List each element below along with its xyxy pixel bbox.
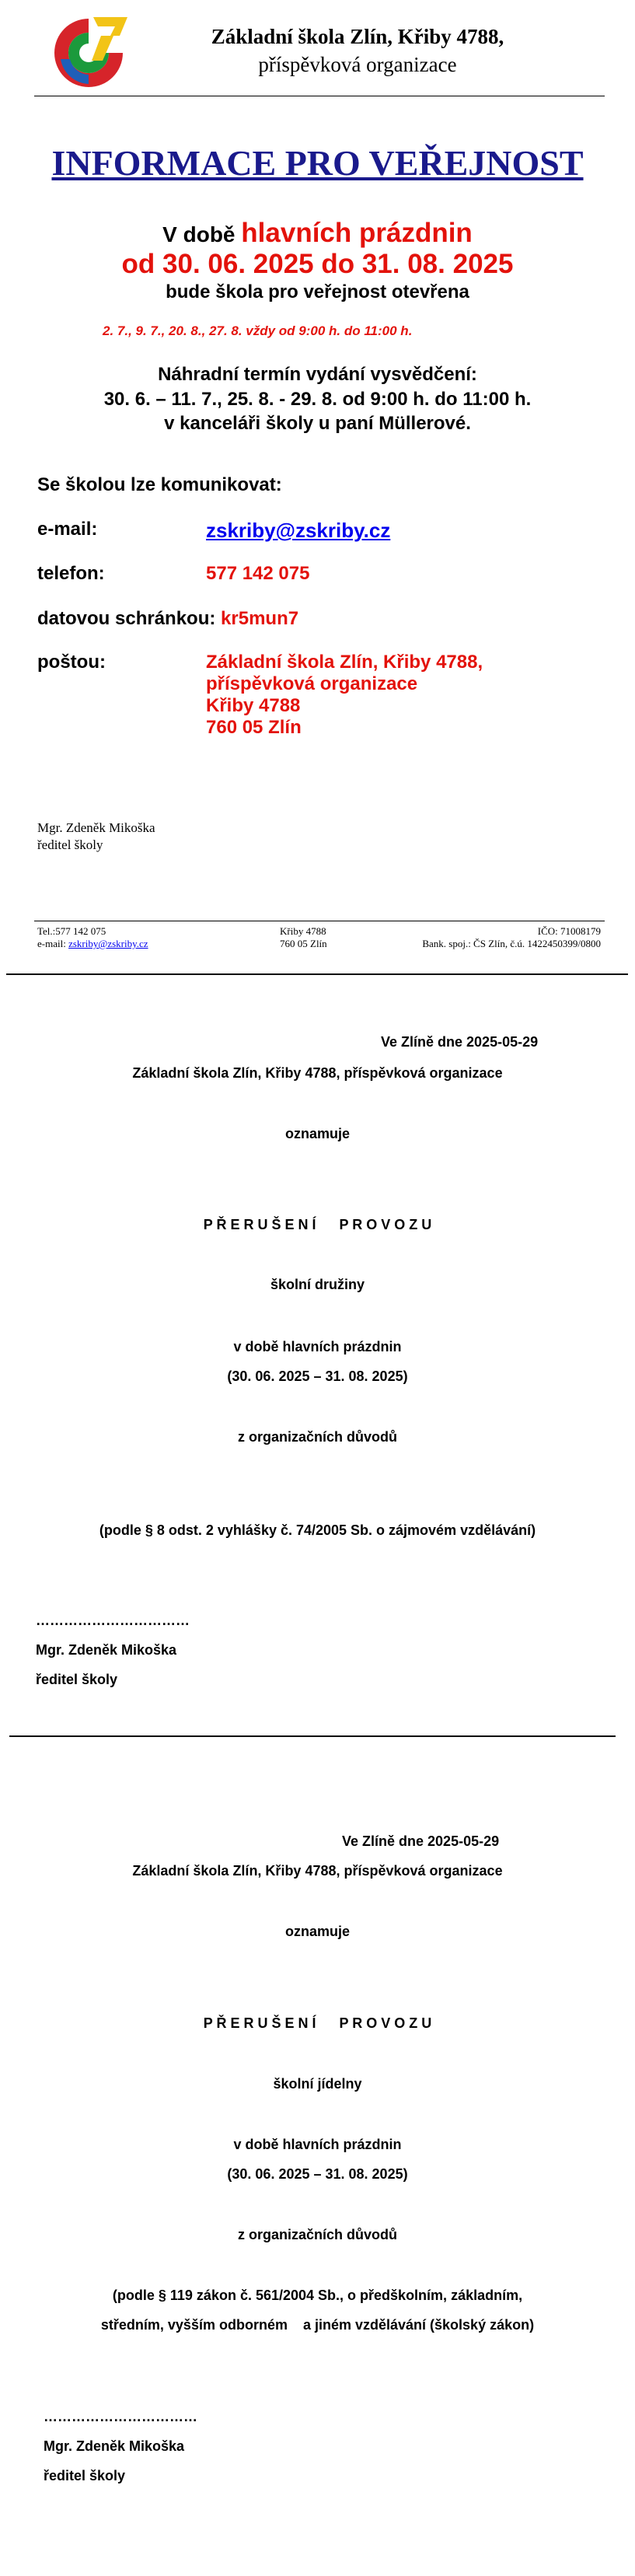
notice2-announces: oznamuje xyxy=(284,1924,350,1939)
notice2-reason: z organizačních důvodů xyxy=(237,2227,397,2242)
notice2-subject: školní jídelny xyxy=(273,2076,362,2092)
email-label: e-mail: xyxy=(37,519,98,540)
footer-email-link[interactable]: zskriby@zskriby.cz xyxy=(68,938,148,949)
page-title: INFORMACE PRO VEŘEJNOST xyxy=(51,143,584,183)
summer-dates: od 30. 06. 2025 do 31. 08. 2025 xyxy=(121,249,514,279)
notice1-subject: školní družiny xyxy=(270,1277,365,1292)
school-logo xyxy=(47,12,131,90)
notice1-legal: (podle § 8 odst. 2 vyhlášky č. 74/2005 Sb. o zájmovém vzdělávání) xyxy=(99,1522,536,1538)
notice2-signer-name: Mgr. Zdeněk Mikoška xyxy=(44,2438,185,2454)
phone-value: 577 142 075 xyxy=(206,563,310,584)
post-address: Základní škola Zlín, Křiby 4788, příspěvková organizace Křiby 4788 760 05 Zlín xyxy=(206,652,483,738)
notice2-org: Základní škola Zlín, Křiby 4788, příspěvková organizace xyxy=(132,1863,503,1879)
notice1-signer-role: ředitel školy xyxy=(36,1672,118,1687)
email-link[interactable]: zskriby@zskriby.cz xyxy=(206,519,391,542)
notice1-interruption: P Ř E R U Š E N Í P R O V O Z U xyxy=(203,1217,432,1232)
notice1-dates: (30. 06. 2025 – 31. 08. 2025) xyxy=(227,1368,408,1384)
footer-company: IČO: 71008179 Bank. spoj.: ČS Zlín, č.ú. 1422450399/0800 xyxy=(422,925,601,949)
report-card-place: v kanceláři školy u paní Müllerové. xyxy=(164,413,471,434)
post-label: poštou: xyxy=(37,652,106,673)
notice1-period: v době hlavních prázdnin xyxy=(233,1339,402,1354)
info-signature xyxy=(37,820,155,854)
notice1-org: Základní škola Zlín, Křiby 4788, příspěvková organizace xyxy=(132,1065,503,1081)
report-card-heading: Náhradní termín vydání vysvědčení: xyxy=(158,364,477,385)
footer-tel: Tel.:577 142 075 xyxy=(37,925,106,937)
notice1-reason: z organizačních důvodů xyxy=(237,1429,397,1445)
notice1-announces: oznamuje xyxy=(284,1126,350,1141)
notice1-dots: …………………………… xyxy=(36,1613,190,1628)
section-separator-1 xyxy=(6,973,628,975)
section-separator-2 xyxy=(9,1735,616,1737)
school-name-line2: příspěvková organizace xyxy=(258,53,457,76)
notice2-legal-line2: středním, vyšším odborném a jiném vzdělávání (školský zákon) xyxy=(100,2317,535,2333)
report-card-dates: 30. 6. – 11. 7., 25. 8. - 29. 8. od 9:00 h. do 11:00 h. xyxy=(103,389,532,410)
contact-heading: Se školou lze komunikovat: xyxy=(37,474,282,495)
footer-email-line: e-mail: zskriby@zskriby.cz xyxy=(37,938,148,949)
logo-graphic xyxy=(47,12,131,90)
notice2-signer-role: ředitel školy xyxy=(44,2468,126,2483)
phone-label: telefon: xyxy=(37,563,105,584)
notice2-interruption: P Ř E R U Š E N Í P R O V O Z U xyxy=(203,2015,432,2031)
signer-role: ředitel školy xyxy=(37,837,103,852)
school-name-line1: Základní škola Zlín, Křiby 4788, xyxy=(211,25,504,48)
notice1-date: Ve Zlíně dne 2025-05-29 xyxy=(381,1034,539,1050)
notice2-dots: …………………………… xyxy=(44,2409,197,2424)
notice2-dates: (30. 06. 2025 – 31. 08. 2025) xyxy=(227,2166,408,2182)
footer-contact xyxy=(37,925,148,950)
open-dates-note: 2. 7., 9. 7., 20. 8., 27. 8. vždy od 9:00 h. do 11:00 h. xyxy=(103,323,413,338)
footer-address: Křiby 4788 760 05 Zlín xyxy=(280,925,327,949)
signer-name: Mgr. Zdeněk Mikoška xyxy=(37,820,155,835)
summer-open-line: bude škola pro veřejnost otevřena xyxy=(166,281,469,302)
notice2-period: v době hlavních prázdnin xyxy=(233,2137,402,2152)
notice2-date: Ve Zlíně dne 2025-05-29 xyxy=(342,1833,500,1849)
notice2-legal-line1: (podle § 119 zákon č. 561/2004 Sb., o předškolním, základním, xyxy=(112,2288,523,2303)
summer-line1: V době hlavních prázdnin xyxy=(162,218,473,248)
databox-line: datovou schránkou: kr5mun7 xyxy=(37,608,299,629)
notice1-signer-name: Mgr. Zdeněk Mikoška xyxy=(36,1642,177,1658)
